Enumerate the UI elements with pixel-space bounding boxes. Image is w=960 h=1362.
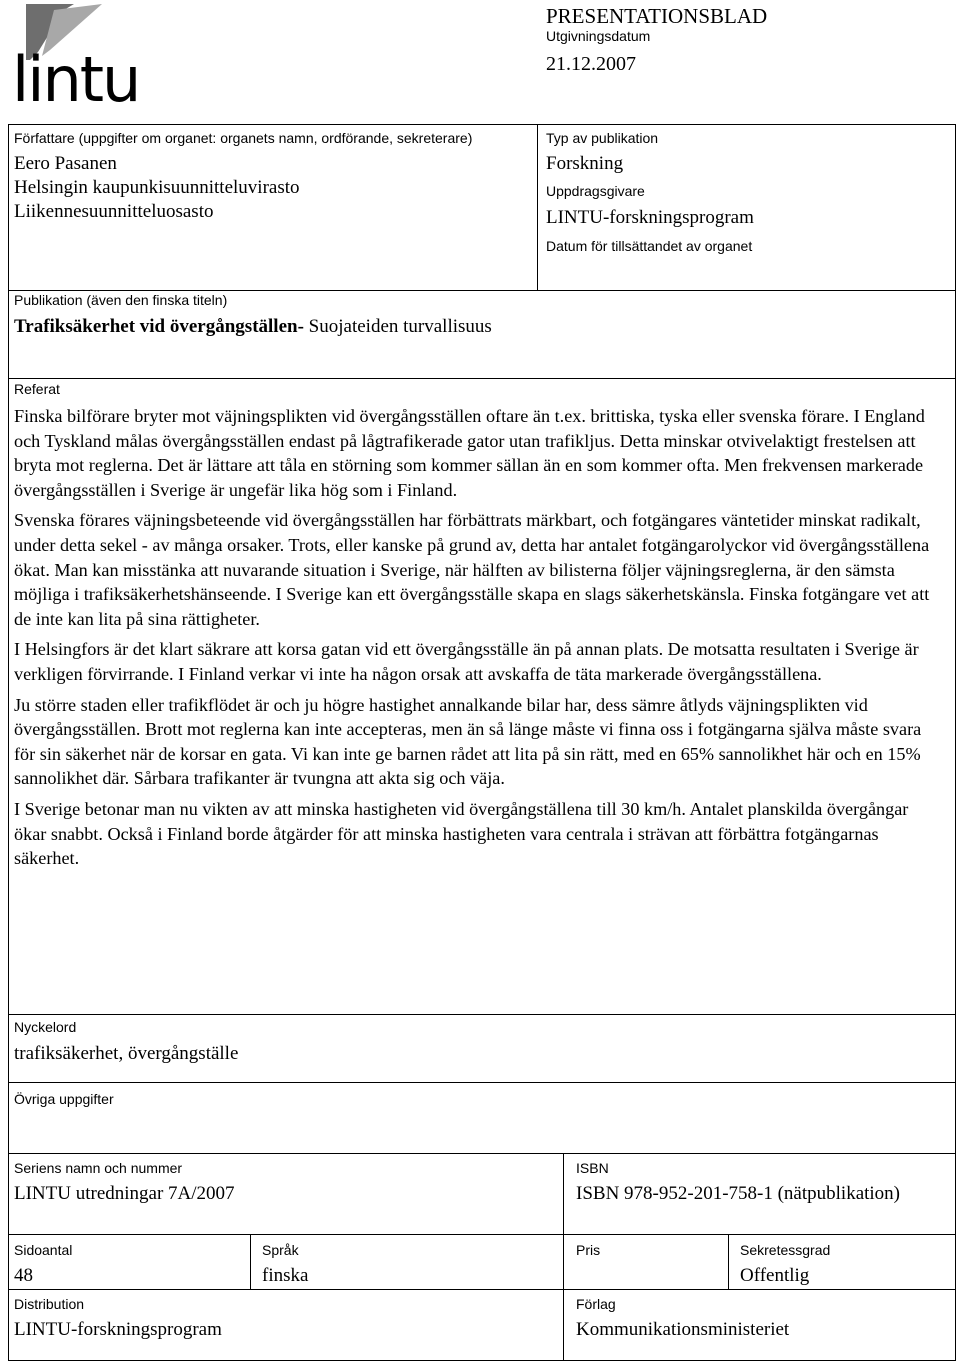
publication-title-swedish: Trafiksäkerhet vid övergångställen-: [14, 316, 304, 337]
appointment-date-label: Datum för tillsättandet av organet: [546, 238, 753, 254]
abstract-paragraph: Svenska förares väjningsbeteende vid övergångsställen har förbättrats märkbart, och fotgängares väntetider minskat radikalt, under detta sekel - av många orsaker. Trots, eller kanske på grund av, detta har antalet fotgängarolyckor vid övergångsställena ökat. Man kan misstänka att nuvarande situation i Sverige, när hälften av bilisterna följer väjningsreglerna, är den sämsta möjliga i trafiksäkerhetshänseende. I Sverige kan ett övergångsställe skapa en slags säkerhetskänsla. Finska fotgängare vet att de inte kan lita på sina rättigheter.: [14, 510, 930, 629]
commissioner-label: Uppdragsgivare: [546, 183, 645, 199]
abstract-label: Referat: [14, 381, 60, 397]
lintu-logo: [12, 4, 152, 122]
publication-title: [14, 315, 492, 339]
series-value: LINTU utredningar 7A/2007: [14, 1183, 235, 1204]
publisher-label: Förlag: [576, 1296, 616, 1312]
series-label: Seriens namn och nummer: [14, 1160, 183, 1176]
abstract-paragraph: Ju större staden eller trafikflödet är och ju högre hastighet annalkande bilar har, dess sämre åtlyds väjningsplikten vid övergångsställen. Brott mot reglerna kan inte accepteras, men än så länge måste vi finna oss i fotgängarna själva måste svara för sin säkerhet när de korsar en gata. Vi kan inte ge barnen rådet att lita på sin rätt, med en 65% sannolikhet här och en 15% sannolikhet där. Sårbara trafikanter är tvungna att akta sig och väja.: [14, 694, 922, 789]
isbn-label: ISBN: [576, 1160, 609, 1176]
publication-type-label: Typ av publikation: [546, 130, 659, 146]
abstract-paragraph: Finska bilförare bryter mot väjningsplikten vid övergångsställen oftare än t.ex. brittiska, tyska eller svenska förare. I England och Tyskland målas övergångsställen endast på lågtrafikerade gator utan trafikljus. Detta minskar otvivelaktigt frestelsen att bryta mot reglerna. Det är lättare att tåla en störning som kommer sällan än en som kommer ofta. Men frekvensen markerade övergångsställen i Sverige är ungefär lika hög som i Finland.: [14, 406, 925, 500]
publisher-value: Kommunikationsministeriet: [576, 1319, 790, 1340]
document-title: PRESENTATIONSBLAD: [546, 4, 768, 28]
publication-title-finnish: Suojateiden turvallisuus: [303, 316, 492, 337]
keywords-label: Nyckelord: [14, 1019, 77, 1035]
lintu-logo-text: lintu: [12, 43, 140, 116]
commissioner-value: LINTU-forskningsprogram: [546, 207, 754, 228]
page-count-value: 48: [14, 1265, 33, 1286]
publication-type-value: Forskning: [546, 153, 624, 174]
author-organization: Helsingin kaupunkisuunnitteluvirasto: [14, 177, 300, 198]
publication-label: Publikation (även den finska titeln): [14, 292, 228, 308]
other-info-label: Övriga uppgifter: [14, 1091, 114, 1107]
issue-date-label: Utgivningsdatum: [546, 28, 651, 44]
author-department: Liikennesuunnitteluosasto: [14, 201, 214, 222]
distribution-value: LINTU-forskningsprogram: [14, 1319, 222, 1340]
language-label: Språk: [262, 1242, 299, 1258]
isbn-value: ISBN 978-952-201-758-1 (nätpublikation): [576, 1183, 901, 1204]
author-name: Eero Pasanen: [14, 153, 117, 174]
price-label: Pris: [576, 1242, 601, 1258]
abstract-paragraph: I Sverige betonar man nu vikten av att minska hastigheten vid övergångställena till 30 km/h. Antalet planskilda övergångar ökar snabbt. Också i Finland borde åtgärder för att minska hastigheten vara centrala i strävan att förbättra fotgängarnas säkerhet.: [14, 798, 909, 869]
page-count-label: Sidoantal: [14, 1242, 73, 1258]
keywords-value: trafiksäkerhet, övergångställe: [14, 1043, 239, 1064]
abstract-text: [14, 404, 944, 877]
confidentiality-value: Offentlig: [740, 1265, 810, 1286]
distribution-label: Distribution: [14, 1296, 85, 1312]
confidentiality-label: Sekretessgrad: [740, 1242, 831, 1258]
language-value: finska: [262, 1265, 309, 1286]
author-label: Författare (uppgifter om organet: organets namn, ordförande, sekreterare): [14, 130, 473, 146]
abstract-paragraph: I Helsingfors är det klart säkrare att korsa gatan vid ett övergångsställe än på annan plats. De motsatta resultaten i Sverige är verkligen förvirrande. I Finland verkar vi inte ha någon orsak att avskaffa de täta markerade övergångsställena.: [14, 639, 919, 684]
issue-date: 21.12.2007: [546, 53, 636, 75]
